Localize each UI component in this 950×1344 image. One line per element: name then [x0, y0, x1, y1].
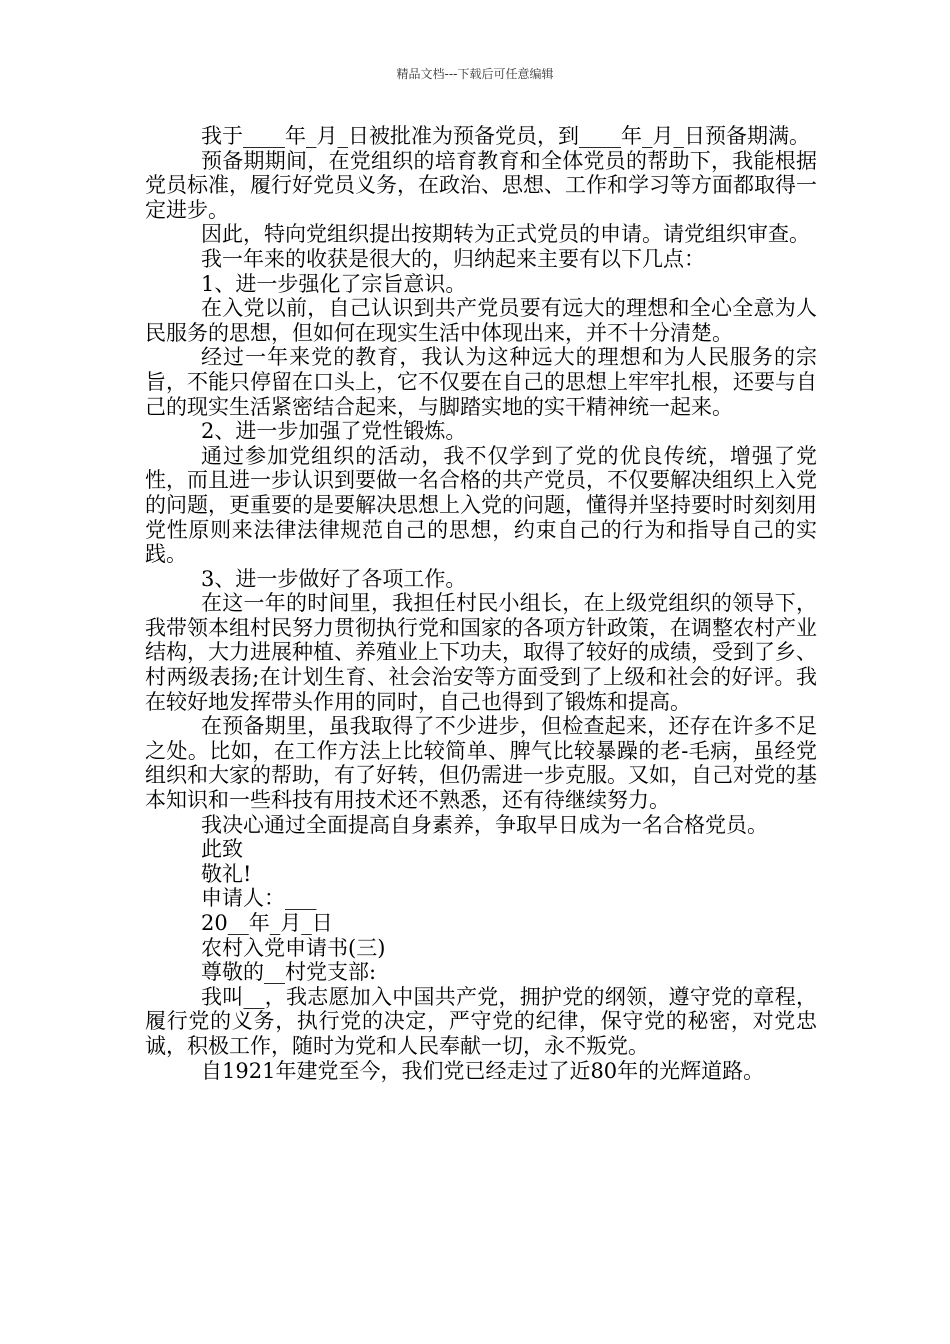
document-body: [145, 124, 817, 1083]
paragraph: 预备期期间，在党组织的培育教育和全体党员的帮助下，我能根据党员标准，履行好党员义务，在政治、思想、工作和学习等方面都取得一定进步。: [145, 148, 817, 222]
paragraph: 自1921年建党至今，我们党已经走过了近80年的光辉道路。: [201, 1058, 765, 1083]
paragraph: 我一年来的收获是很大的，归纳起来主要有以下几点：: [201, 246, 705, 271]
paragraph: 在预备期里，虽我取得了不少进步，但检查起来，还存在许多不足之处。比如，在工作方法上比较简单、脾气比较暴躁的老-毛病，虽经党组织和大家的帮助，有了好转，但仍需进一步克服。又如，自己对党的基本知识和一些科技有用技术还不熟悉，还有待继续努力。: [145, 714, 817, 813]
date-line: 20__年_月_日: [201, 911, 333, 935]
paragraph: 在入党以前，自己认识到共产党员要有远大的理想和全心全意为人民服务的思想，但如何在现实生活中体现出来，并不十分清楚。: [145, 296, 817, 345]
document-title: 农村入党申请书(三): [201, 935, 386, 960]
paragraph: 我叫__，我志愿加入中国共产党，拥护党的纲领，遵守党的章程，履行党的义务，执行党的决定，严守党的纪律，保守党的秘密，对党忠诚，积极工作，随时为党和人民奉献一切，永不叛党。: [145, 984, 817, 1058]
paragraph: 通过参加党组织的活动，我不仅学到了党的优良传统，增强了党性，而且进一步认识到要做一名合格的共产党员，不仅要解决组织上入党的问题，更重要的是要解决思想上入党的问题，懂得并坚持要时时刻刻用党性原则来法律法律规范自己的思想，约束自己的行为和指导自己的实践。: [145, 443, 817, 567]
paragraph: 我决心通过全面提高自身素养，争取早日成为一名合格党员。: [201, 812, 768, 837]
salutation: 敬礼!: [201, 861, 252, 886]
paragraph: 因此，特向党组织提出按期转为正式党员的申请。请党组织审查。: [201, 222, 810, 247]
closing-line: 此致: [201, 837, 243, 862]
section-heading: 3、进一步做好了各项工作。: [201, 566, 467, 591]
paragraph: 经过一年来党的教育，我认为这种远大的理想和为人民服务的宗旨，不能只停留在口头上，它不仅要在自己的思想上牢牢扎根，还要与自己的现实生活紧密结合起来，与脚踏实地的实干精神统一起来。: [145, 345, 817, 419]
section-heading: 2、进一步加强了党性锻炼。: [201, 419, 467, 444]
section-heading: 1、进一步强化了宗旨意识。: [201, 271, 467, 296]
paragraph: 我于____年_月_日被批准为预备党员，到____年_月_日预备期满。: [201, 124, 810, 148]
paragraph: 在这一年的时间里，我担任村民小组长，在上级党组织的领导下，我带领本组村民努力贯彻执行党和国家的各项方针政策，在调整农村产业结构，大力进展种植、养殖业上下功夫，取得了较好的成绩，受到了乡、村两级表扬;在计划生育、社会治安等方面受到了上级和社会的好评。我在较好地发挥带头作用的同时，自己也得到了锻炼和提高。: [145, 591, 817, 714]
greeting: 尊敬的__村党支部:: [201, 960, 377, 985]
page-header: 精品文档---下载后可任意编辑: [396, 67, 554, 81]
applicant-line: 申请人：___: [201, 886, 317, 911]
